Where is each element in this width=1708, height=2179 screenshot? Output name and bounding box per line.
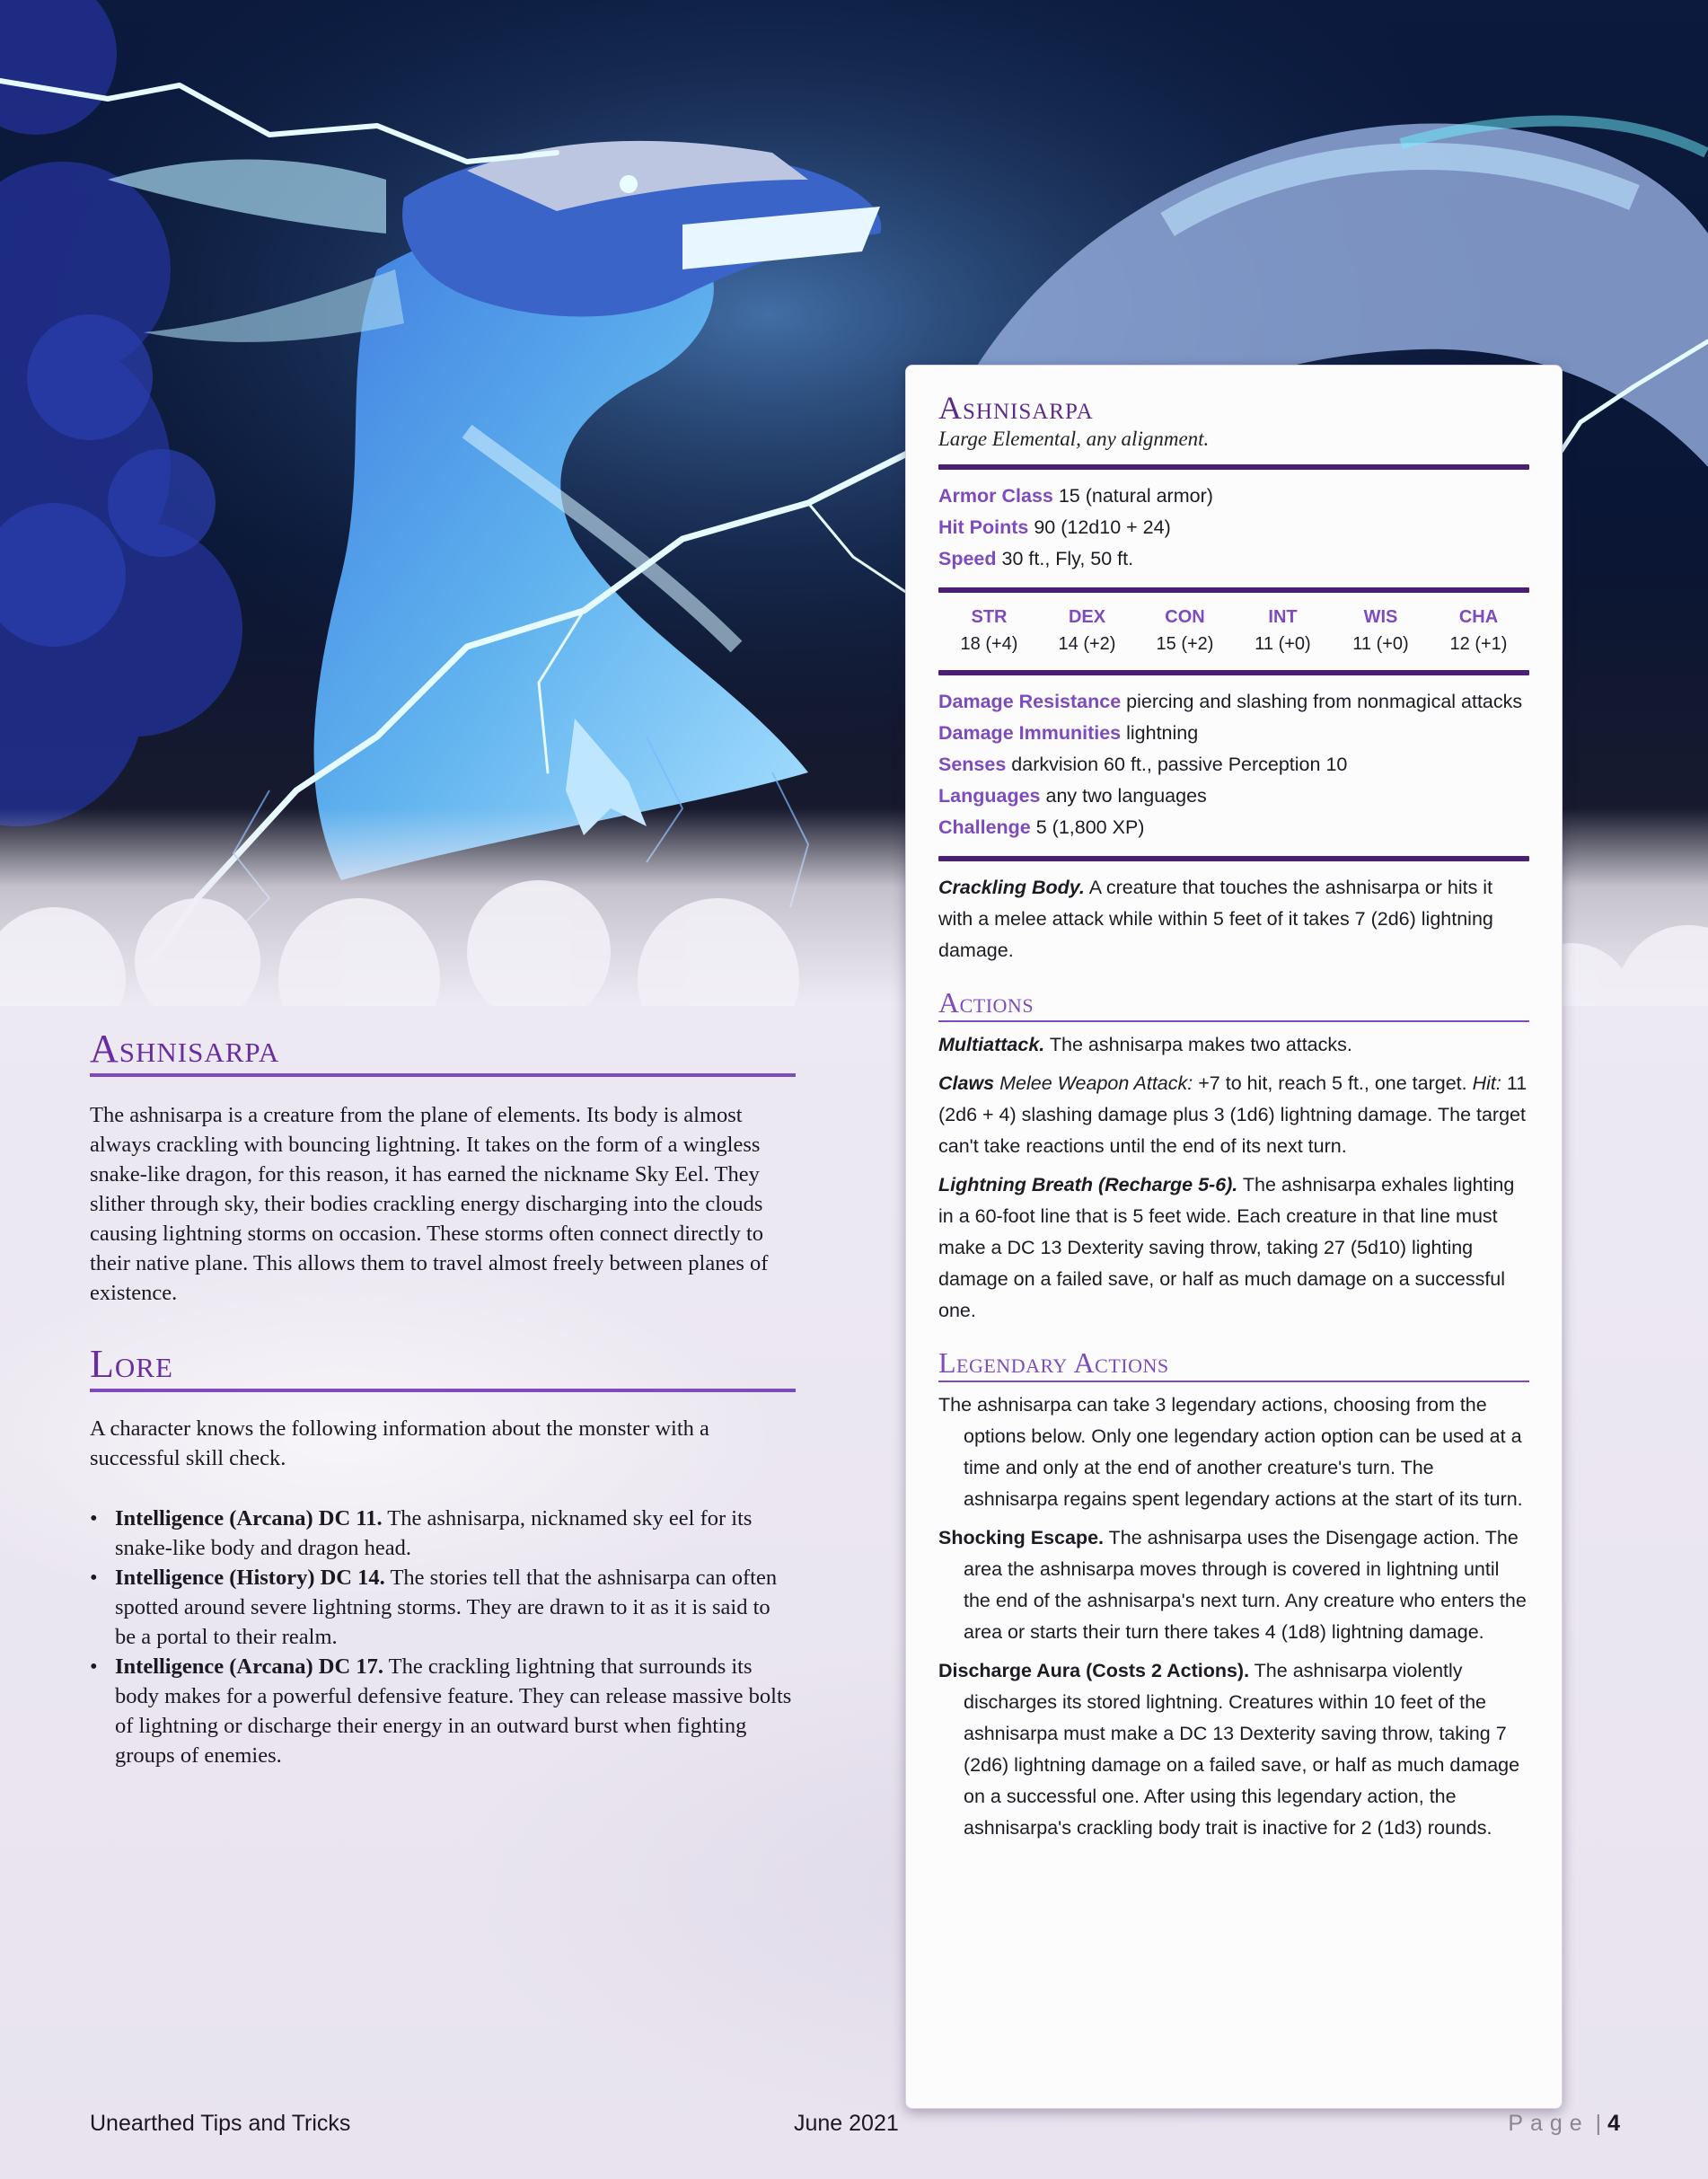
- legendary-intro: The ashnisarpa can take 3 legendary actions, choosing from the options below. Only one legendary action option can be used at a time and only at the end of another creature's turn. The ashnisarpa regains spent legendary actions at the start of its turn.: [938, 1394, 1523, 1510]
- trait-crackling-body: Crackling Body. A creature that touches the ashnisarpa or hits it with a melee attack while within 5 feet of it takes 7 (2d6) lightning damage.: [938, 877, 1493, 961]
- ability-scores: [938, 604, 1529, 657]
- damage-resistance: Damage Resistance piercing and slashing from nonmagical attacks: [938, 691, 1523, 712]
- senses: Senses darkvision 60 ft., passive Perception 10: [938, 754, 1348, 775]
- divider: [938, 670, 1529, 675]
- ability-con: CON 15 (+2): [1156, 607, 1214, 654]
- footer-publication: Unearthed Tips and Tricks: [90, 2111, 351, 2136]
- action-claws: Claws Melee Weapon Attack: +7 to hit, reach 5 ft., one target. Hit: 11 (2d6 + 4) slashing damage plus 3 (1d6) lightning damage. The target can't take reactions until the end of its next turn.: [938, 1072, 1528, 1157]
- damage-immunities: Damage Immunities lightning: [938, 722, 1199, 744]
- lore-item-label: Intelligence (Arcana) DC 11.: [115, 1506, 383, 1531]
- intro-paragraph: The ashnisarpa is a creature from the plane of elements. Its body is almost always crackling with bouncing lightning. It takes on the form of a wingless snake-like dragon, for this reason, it has earned the nickname Sky Eel. They slither through sky, their bodies crackling energy discharging into the clouds causing lightning storms on occasion. These storms often connect directly to their native plane. This allows them to travel almost freely between planes of existence.: [90, 1103, 769, 1305]
- languages: Languages any two languages: [938, 785, 1207, 807]
- lore-item: [90, 1563, 796, 1652]
- ability-int: INT 11 (+0): [1255, 607, 1311, 654]
- speed: Speed 30 ft., Fly, 50 ft.: [938, 548, 1134, 569]
- lore-item: [90, 1504, 796, 1563]
- action-multiattack: Multiattack. The ashnisarpa makes two attacks.: [938, 1034, 1352, 1055]
- action-lightning-breath: Lightning Breath (Recharge 5-6). The ashnisarpa exhales lighting in a 60-foot line that is 5 feet wide. Each creature in that line must make a DC 13 Dexterity saving throw, taking 27 (5d10) lighting damage on a failed save, or half as much damage on a successful one.: [938, 1174, 1515, 1321]
- article-title: Ashnisarpa: [90, 1027, 796, 1077]
- lore-item-text: The ashnisarpa, nicknamed sky eel for its snake-like body and dragon head.: [115, 1506, 753, 1560]
- page-label: Page: [1508, 2111, 1589, 2136]
- lore-item: [90, 1652, 796, 1770]
- lore-heading: Lore: [90, 1342, 796, 1392]
- legendary-discharge-aura: Discharge Aura (Costs 2 Actions). The ashnisarpa violently discharges its stored lightning. Creatures within 10 feet of the ashnisarpa must make a DC 13 Dexterity saving throw, taking 7 (2d6) lightning damage on a failed save, or half as much damage on a successful one. After using this legendary action, the ashnisarpa's crackling body trait is inactive for 2 (1d3) rounds.: [938, 1660, 1520, 1839]
- legendary-actions-heading: Legendary Actions: [938, 1345, 1529, 1382]
- footer-page: Page | 4: [1508, 2111, 1620, 2136]
- lore-list: [90, 1504, 796, 1770]
- ability-cha: CHA 12 (+1): [1449, 607, 1508, 654]
- challenge: Challenge 5 (1,800 XP): [938, 816, 1145, 838]
- divider: [938, 856, 1529, 861]
- page-number: 4: [1607, 2111, 1620, 2136]
- actions-heading: Actions: [938, 984, 1529, 1022]
- ability-dex: DEX 14 (+2): [1058, 607, 1116, 654]
- stat-block-type: Large Elemental, any alignment.: [938, 428, 1210, 450]
- lore-item-text: The stories tell that the ashnisarpa can often spotted around severe lightning storms. They are drawn to it as it is said to be a portal to their realm.: [115, 1566, 778, 1649]
- legendary-shocking-escape: Shocking Escape. The ashnisarpa uses the Disengage action. The area the ashnisarpa moves through is covered in lightning until the end of the ashnisarpa's next turn. Any creature who enters the area or starts their turn there takes 4 (1d8) lightning damage.: [938, 1527, 1527, 1643]
- stat-block-name: Ashnisarpa: [938, 390, 1094, 426]
- armor-class: Armor Class 15 (natural armor): [938, 485, 1213, 507]
- ability-str: STR 18 (+4): [960, 607, 1018, 654]
- article-column: [90, 1027, 796, 1770]
- lore-item-text: The crackling lightning that surrounds its body makes for a powerful defensive feature. They can release massive bolts of lightning or discharge their energy in an outward burst when fighting groups of enemies.: [115, 1654, 792, 1768]
- divider: [938, 587, 1529, 593]
- lore-intro: A character knows the following information about the monster with a successful skill check.: [90, 1416, 709, 1470]
- footer-date: June 2021: [794, 2111, 899, 2136]
- divider: [938, 464, 1529, 470]
- lore-item-label: Intelligence (Arcana) DC 17.: [115, 1654, 383, 1679]
- lore-item-label: Intelligence (History) DC 14.: [115, 1566, 385, 1590]
- hit-points: Hit Points 90 (12d10 + 24): [938, 516, 1171, 538]
- stat-block: [905, 365, 1563, 2109]
- ability-wis: WIS 11 (+0): [1352, 607, 1409, 654]
